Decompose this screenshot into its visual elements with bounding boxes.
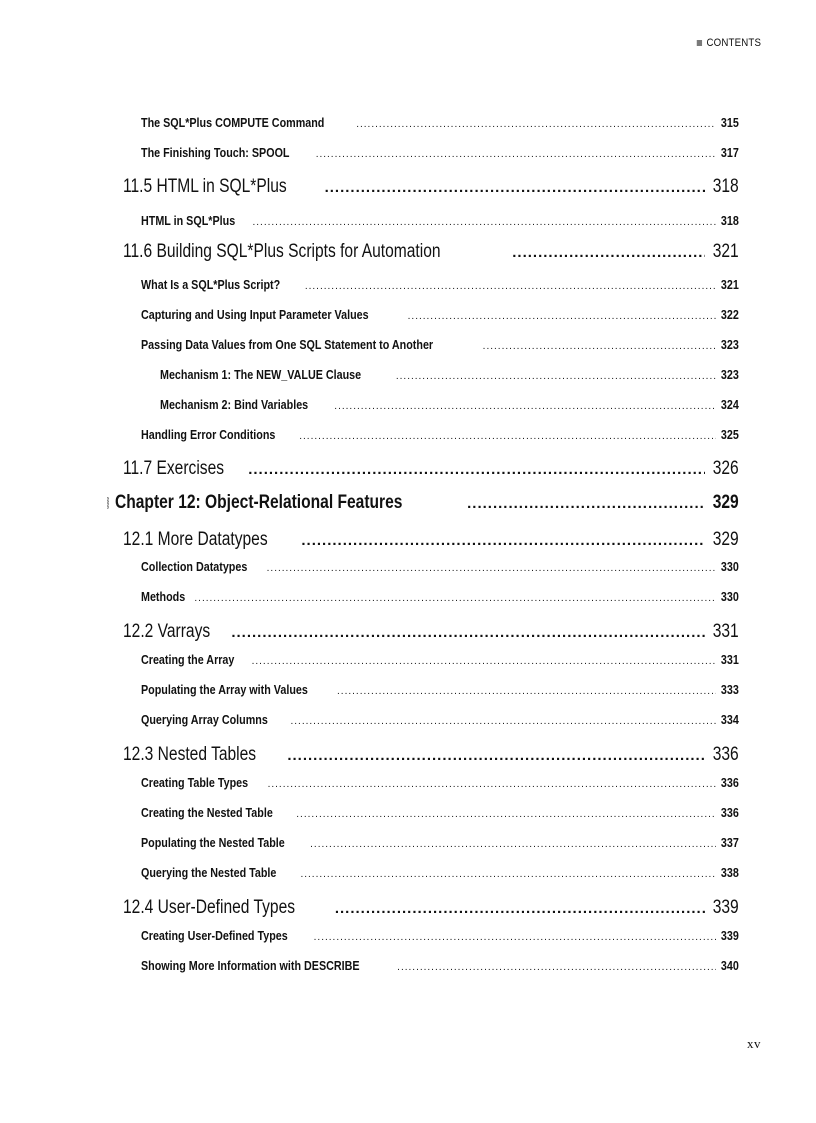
toc-entry-title: Populating the Nested Table [141,836,285,850]
toc-entry-page: 323 [721,368,739,382]
dot-leader [310,839,716,850]
toc-entry-title: 12.1 More Datatypes [123,529,268,550]
toc-entry-title: Mechanism 2: Bind Variables [160,398,309,412]
toc-section-entry[interactable] [123,176,739,198]
toc-entry[interactable] [141,308,739,322]
dot-leader [231,624,705,641]
toc-entry-title: The SQL*Plus COMPUTE Command [141,116,325,130]
toc-entry[interactable] [160,398,739,412]
dot-leader [267,563,717,574]
dot-leader [248,461,705,478]
toc-entry-page: 322 [721,308,739,322]
toc-entry-title: Chapter 12: Object-Relational Features [114,492,403,513]
toc-entry-title: HTML in SQL*Plus [141,214,236,228]
toc-entry[interactable] [141,560,739,574]
toc-entry-page: 340 [721,959,739,973]
dot-leader [301,532,705,549]
dot-leader [305,281,716,292]
toc-entry-title: The Finishing Touch: SPOOL [141,146,290,160]
toc-section-entry[interactable] [123,458,739,480]
toc-entry[interactable] [141,653,739,667]
toc-section-entry[interactable] [123,744,739,766]
toc-entry[interactable] [141,278,739,292]
running-head-label: CONTENTS [706,37,761,49]
dot-leader [253,217,717,228]
dot-leader [299,431,716,442]
toc-entry-title: Showing More Information with DESCRIBE [141,959,360,973]
toc-entry-title: Creating User-Defined Types [141,929,288,943]
dot-leader [356,119,716,130]
toc-entry-page: 315 [721,116,739,130]
toc-entry-page: 334 [721,713,739,727]
toc-entry[interactable] [141,776,739,790]
toc-entry-title: Creating the Array [141,653,235,667]
dot-leader [337,686,716,697]
dot-leader [300,869,716,880]
toc-entry-page: 330 [721,560,739,574]
toc-entry[interactable] [141,146,739,160]
toc-entry-page: 321 [713,241,739,262]
page-folio: xv [747,1036,761,1051]
toc-entry-title: Creating Table Types [141,776,249,790]
dot-leader [252,656,717,667]
toc-entry-title: Handling Error Conditions [141,428,276,442]
toc-entry[interactable] [141,836,739,850]
toc-entry-page: 333 [721,683,739,697]
toc-entry-title: Capturing and Using Input Parameter Values [141,308,369,322]
toc-entry-page: 330 [721,590,739,604]
dot-leader [296,809,716,820]
dot-leader [512,244,705,261]
dot-leader [335,900,705,917]
square-bullet-icon [697,40,702,46]
toc-entry-title: 12.4 User-Defined Types [123,897,296,918]
toc-entry-title: What Is a SQL*Plus Script? [141,278,281,292]
dot-leader [483,341,716,352]
toc-entry-page: 321 [721,278,739,292]
toc-section-entry[interactable] [123,241,739,263]
toc-entry-title: 11.7 Exercises [123,458,225,479]
toc-section-entry[interactable] [123,529,739,551]
toc-entry[interactable] [141,428,739,442]
toc-entry-title: Populating the Array with Values [141,683,308,697]
toc-entry[interactable] [141,713,739,727]
dot-leader [397,962,716,973]
dot-leader [194,593,716,604]
toc-entry-page: 325 [721,428,739,442]
toc-entry-page: 336 [721,776,739,790]
toc-entry-title: Creating the Nested Table [141,806,273,820]
toc-entry-title: 11.6 Building SQL*Plus Scripts for Automation [123,241,441,262]
toc-entry-title: Methods [141,590,186,604]
toc-entry-title: Mechanism 1: The NEW_VALUE Clause [160,368,362,382]
toc-entry[interactable] [141,929,739,943]
toc-entry-page: 331 [721,653,739,667]
toc-entry-page: 329 [713,529,739,550]
dot-leader [291,716,717,727]
dot-leader [396,371,716,382]
toc-entry[interactable] [141,866,739,880]
toc-entry-title: 12.3 Nested Tables [123,744,257,765]
toc-entry[interactable] [141,959,739,973]
dot-leader [325,179,706,196]
toc-entry-page: 339 [721,929,739,943]
dot-leader [316,149,716,160]
toc-entry[interactable] [141,806,739,820]
toc-entry-page: 331 [713,621,739,642]
toc-entry-title: Passing Data Values from One SQL Statement to Another [141,338,434,352]
toc-entry-page: 318 [721,214,739,228]
dot-leader [287,747,705,764]
toc-entry[interactable] [141,338,739,352]
toc-entry-title: 12.2 Varrays [123,621,211,642]
toc-section-entry[interactable] [123,897,739,919]
toc-entry-page: 337 [721,836,739,850]
toc-entry[interactable] [160,368,739,382]
chapter-square-icon [107,497,109,509]
toc-entry-title: Collection Datatypes [141,560,248,574]
toc-entry-title: 11.5 HTML in SQL*Plus [123,176,287,197]
toc-entry[interactable] [141,116,739,130]
toc-entry-page: 324 [721,398,739,412]
toc-entry-page: 317 [721,146,739,160]
toc-entry-page: 339 [713,897,739,918]
toc-entry-page: 323 [721,338,739,352]
dot-leader [408,311,717,322]
toc-entry-page: 336 [713,744,739,765]
toc-entry-page: 336 [721,806,739,820]
toc-entry-page: 326 [713,458,739,479]
toc-entry-title: Querying the Nested Table [141,866,277,880]
dot-leader [268,779,717,790]
running-head [697,37,761,49]
toc-entry-page: 329 [713,492,739,513]
toc-entry[interactable] [141,214,739,228]
dot-leader [334,401,716,412]
toc-chapter-entry[interactable] [107,492,739,514]
toc-entry[interactable] [141,683,739,697]
toc-section-entry[interactable] [123,621,739,643]
dot-leader [467,495,705,512]
toc-entry-title: Querying Array Columns [141,713,268,727]
toc-entry-page: 338 [721,866,739,880]
toc-entry[interactable] [141,590,739,604]
dot-leader [314,932,716,943]
toc-entry-page: 318 [713,176,739,197]
